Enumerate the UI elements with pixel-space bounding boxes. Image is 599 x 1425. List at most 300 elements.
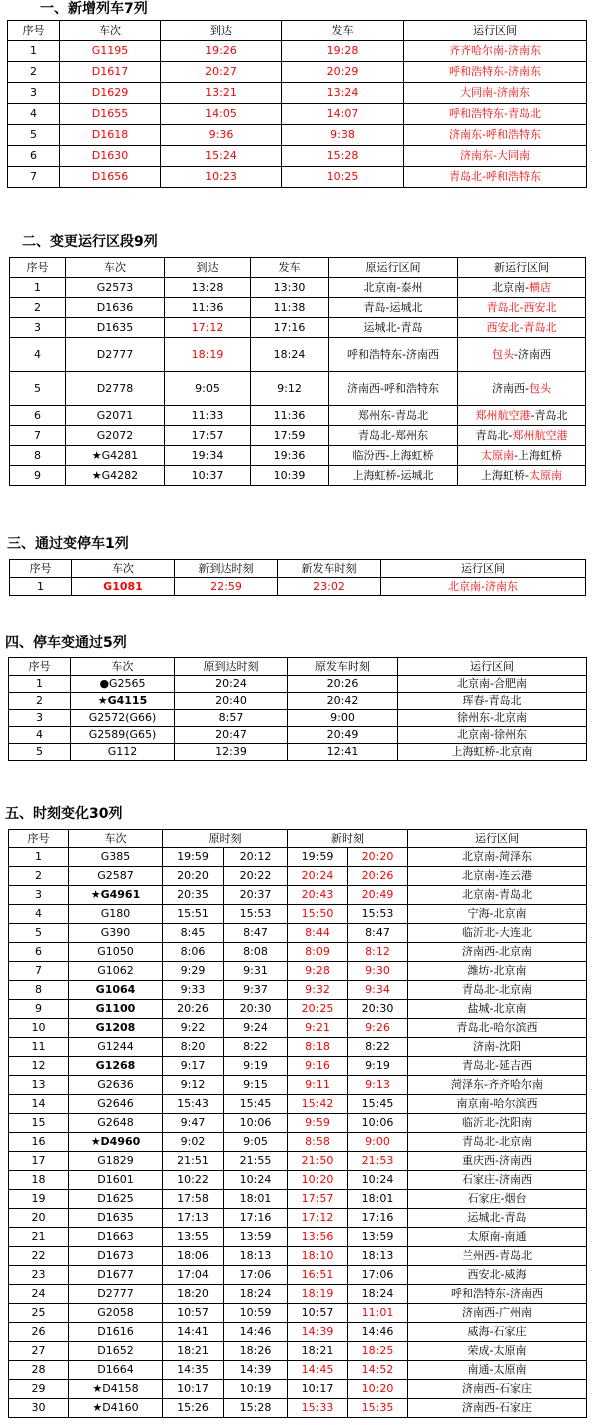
table-cell: 北京南-济南东	[381, 578, 586, 596]
stop-to-pass-table	[8, 657, 587, 761]
table-cell: 齐齐哈尔南-济南东	[404, 41, 587, 62]
table-cell: ★D4160	[69, 1399, 163, 1418]
table-row	[9, 1285, 587, 1304]
table-cell: 10:06	[348, 1114, 408, 1133]
section-1-title: 一、新增列车7列	[40, 1, 148, 17]
table-cell: 济南西-呼和浩特东	[329, 372, 458, 406]
table-cell: 21:51	[163, 1152, 224, 1171]
table-cell: 29	[9, 1380, 69, 1399]
table-cell: 18:13	[348, 1247, 408, 1266]
table-row	[9, 867, 587, 886]
table-cell: 9:30	[348, 962, 408, 981]
table-cell: G2573	[66, 278, 165, 298]
table-cell: 21	[9, 1228, 69, 1247]
table-cell: G2648	[69, 1114, 163, 1133]
table-cell: D1656	[60, 167, 161, 188]
table-cell: 石家庄-烟台	[408, 1190, 587, 1209]
table-row	[10, 446, 586, 466]
table-cell: 18:06	[163, 1247, 224, 1266]
table-cell: 13:55	[163, 1228, 224, 1247]
table-cell: 1	[8, 41, 60, 62]
table-cell: 18:01	[348, 1190, 408, 1209]
table-cell: 5	[10, 372, 66, 406]
column-header: 原时刻	[163, 830, 288, 848]
table-row	[9, 1228, 587, 1247]
table-cell: 20:26	[163, 1000, 224, 1019]
table-cell: ★D4960	[69, 1133, 163, 1152]
table-cell: 15:28	[282, 146, 404, 167]
table-cell: 9:19	[348, 1057, 408, 1076]
table-row	[9, 1114, 587, 1133]
table-cell: 9:00	[348, 1133, 408, 1152]
column-header: 新运行区间	[458, 258, 586, 278]
table-row	[8, 41, 587, 62]
table-cell: 3	[10, 318, 66, 338]
table-cell: 济南东-大同南	[404, 146, 587, 167]
table-row	[9, 848, 587, 867]
table-cell: 20:12	[224, 848, 288, 867]
table-cell: 9:15	[224, 1076, 288, 1095]
table-row	[10, 372, 586, 406]
table-row	[9, 1266, 587, 1285]
table-cell: 6	[10, 406, 66, 426]
table-cell: D1635	[69, 1209, 163, 1228]
table-cell: 菏泽东-齐齐哈尔南	[408, 1076, 587, 1095]
table-cell: 21:53	[348, 1152, 408, 1171]
table-cell: G1062	[69, 962, 163, 981]
table-cell: 19	[9, 1190, 69, 1209]
table-cell: ★G4282	[66, 466, 165, 486]
table-cell: G2072	[66, 426, 165, 446]
table-row	[9, 710, 587, 727]
table-cell: G385	[69, 848, 163, 867]
table-cell: 17:04	[163, 1266, 224, 1285]
table-cell: 上海虹桥-北京南	[398, 744, 587, 761]
table-cell: 13:30	[251, 278, 329, 298]
table-cell: 9	[10, 466, 66, 486]
table-row	[10, 426, 586, 446]
table-row	[10, 578, 586, 596]
table-cell: 青岛北-延吉西	[408, 1057, 587, 1076]
column-header: 运行区间	[408, 830, 587, 848]
table-cell: D1601	[69, 1171, 163, 1190]
table-cell: 14:46	[224, 1323, 288, 1342]
table-cell: 威海-石家庄	[408, 1323, 587, 1342]
table-cell: 10:57	[288, 1304, 348, 1323]
table-row	[9, 1076, 587, 1095]
table-cell: 10:25	[282, 167, 404, 188]
table-cell: G1208	[69, 1019, 163, 1038]
table-cell: 9:59	[288, 1114, 348, 1133]
column-header: 车次	[60, 21, 161, 41]
table-cell: 8:09	[288, 943, 348, 962]
table-row	[9, 1247, 587, 1266]
table-cell: 10:24	[348, 1171, 408, 1190]
table-cell: 7	[10, 426, 66, 446]
section-2-title: 二、变更运行区段9列	[22, 234, 158, 250]
table-cell	[458, 278, 586, 298]
table-cell: 15:50	[288, 905, 348, 924]
table-cell: G1268	[69, 1057, 163, 1076]
table-cell: G2646	[69, 1095, 163, 1114]
table-cell: 28	[9, 1361, 69, 1380]
table-cell: 17:16	[224, 1209, 288, 1228]
cell-text-segment: 北京南-	[492, 280, 529, 294]
table-cell: 9:28	[288, 962, 348, 981]
table-cell: 18:20	[163, 1285, 224, 1304]
table-cell: 9:26	[348, 1019, 408, 1038]
table-cell: G1064	[69, 981, 163, 1000]
table-cell: 14:39	[288, 1323, 348, 1342]
table-cell: 呼和浩特东-济南西	[329, 338, 458, 372]
table-cell: 4	[9, 727, 71, 744]
table-cell: 15:45	[224, 1095, 288, 1114]
table-cell: 21:50	[288, 1152, 348, 1171]
table-cell: 北京南-徐州东	[398, 727, 587, 744]
column-header: 车次	[69, 830, 163, 848]
table-cell: 20:20	[348, 848, 408, 867]
table-cell: G2071	[66, 406, 165, 426]
table-row	[9, 1361, 587, 1380]
table-cell: 10	[9, 1019, 69, 1038]
table-row	[9, 1057, 587, 1076]
table-cell: 20:30	[224, 1000, 288, 1019]
table-cell: 16	[9, 1133, 69, 1152]
table-cell: 13:28	[165, 278, 251, 298]
table-cell: 14:35	[163, 1361, 224, 1380]
table-cell: 呼和浩特东-济南东	[404, 62, 587, 83]
table-cell: 10:59	[224, 1304, 288, 1323]
table-cell: D1673	[69, 1247, 163, 1266]
column-header: 发车	[251, 258, 329, 278]
table-cell: 20:49	[348, 886, 408, 905]
table-cell: 18:19	[288, 1285, 348, 1304]
table-cell: 14:41	[163, 1323, 224, 1342]
table-cell: 临沂北-沈阳南	[408, 1114, 587, 1133]
table-cell: 盐城-北京南	[408, 1000, 587, 1019]
table-row	[8, 62, 587, 83]
table-cell: 9:29	[163, 962, 224, 981]
table-cell	[458, 406, 586, 426]
table-cell: 9:21	[288, 1019, 348, 1038]
table-cell: D1677	[69, 1266, 163, 1285]
table-cell: 15:24	[161, 146, 282, 167]
table-cell: 济南西-石家庄	[408, 1399, 587, 1418]
table-cell: 6	[8, 146, 60, 167]
table-cell: 18:24	[251, 338, 329, 372]
table-cell: 19:59	[163, 848, 224, 867]
column-header: 新到达时刻	[175, 560, 278, 578]
table-cell	[458, 338, 586, 372]
table-cell: 12	[9, 1057, 69, 1076]
table-cell: 15:51	[163, 905, 224, 924]
table-cell: 9:11	[288, 1076, 348, 1095]
table-cell: D1616	[69, 1323, 163, 1342]
column-header: 发车	[282, 21, 404, 41]
table-cell: 15:53	[348, 905, 408, 924]
table-cell: 9:33	[163, 981, 224, 1000]
table-cell: 11:36	[165, 298, 251, 318]
table-row	[9, 1209, 587, 1228]
cell-text-segment: 18:19	[191, 347, 224, 361]
table-cell: 18:10	[288, 1247, 348, 1266]
table-cell: D1663	[69, 1228, 163, 1247]
table-cell: 14:45	[288, 1361, 348, 1380]
table-cell: 8:12	[348, 943, 408, 962]
table-cell: ★G4961	[69, 886, 163, 905]
column-header: 序号	[9, 830, 69, 848]
table-cell: 9:02	[163, 1133, 224, 1152]
table-cell: 北京南-连云港	[408, 867, 587, 886]
table-cell	[458, 318, 586, 338]
table-cell: 17	[9, 1152, 69, 1171]
table-cell: 9:31	[224, 962, 288, 981]
table-cell: D1617	[60, 62, 161, 83]
cell-text-segment: 太原南	[528, 468, 562, 482]
cell-text-segment: 17:12	[191, 320, 224, 334]
table-cell	[458, 446, 586, 466]
table-cell: 18:21	[288, 1342, 348, 1361]
table-cell: 10:19	[224, 1380, 288, 1399]
table-cell: 5	[9, 744, 71, 761]
table-cell: 18:24	[348, 1285, 408, 1304]
table-cell: 13:21	[161, 83, 282, 104]
table-cell: 呼和浩特东-济南西	[408, 1285, 587, 1304]
table-cell: 20:27	[161, 62, 282, 83]
table-cell: G1050	[69, 943, 163, 962]
time-change-table	[8, 829, 587, 1418]
table-row	[10, 406, 586, 426]
table-cell: 青岛北-哈尔滨西	[408, 1019, 587, 1038]
table-cell: 8:47	[224, 924, 288, 943]
table-cell: D1664	[69, 1361, 163, 1380]
table-cell: 珲春-青岛北	[398, 693, 587, 710]
table-cell: 10:22	[163, 1171, 224, 1190]
table-row	[9, 727, 587, 744]
table-cell: 25	[9, 1304, 69, 1323]
column-header: 车次	[71, 658, 175, 676]
table-row	[9, 1171, 587, 1190]
table-row	[9, 1095, 587, 1114]
column-header: 序号	[8, 21, 60, 41]
table-cell: 19:28	[282, 41, 404, 62]
table-cell: 20:26	[348, 867, 408, 886]
table-row	[9, 1342, 587, 1361]
table-cell: 11:38	[251, 298, 329, 318]
table-cell: 3	[9, 886, 69, 905]
table-cell: 8	[10, 446, 66, 466]
table-cell: 20:22	[224, 867, 288, 886]
table-cell: 12:41	[288, 744, 398, 761]
cell-text-segment: 包头	[492, 347, 514, 361]
table-cell: 19:59	[288, 848, 348, 867]
table-cell: G2058	[69, 1304, 163, 1323]
table-cell: 19:36	[251, 446, 329, 466]
table-cell: 24	[9, 1285, 69, 1304]
table-cell: 1	[10, 578, 72, 596]
table-cell: 17:06	[348, 1266, 408, 1285]
table-cell: 16:51	[288, 1266, 348, 1285]
table-cell: 19:26	[161, 41, 282, 62]
table-cell: G2636	[69, 1076, 163, 1095]
table-cell: 15	[9, 1114, 69, 1133]
table-cell: 27	[9, 1342, 69, 1361]
table-cell: 4	[9, 905, 69, 924]
table-cell: D1635	[66, 318, 165, 338]
table-cell: 西安北-威海	[408, 1266, 587, 1285]
table-cell: 17:06	[224, 1266, 288, 1285]
table-row	[8, 104, 587, 125]
table-cell: 呼和浩特东-青岛北	[404, 104, 587, 125]
table-cell: 9:34	[348, 981, 408, 1000]
table-cell: 20:24	[175, 676, 288, 693]
table-cell: 运城北-青岛	[329, 318, 458, 338]
cell-text-segment: 青岛北-西安北	[486, 300, 557, 314]
table-cell: 20:30	[348, 1000, 408, 1019]
table-cell: 20:35	[163, 886, 224, 905]
table-cell: 3	[8, 83, 60, 104]
section-5-title: 五、时刻变化30列	[5, 806, 123, 822]
table-cell: 3	[9, 710, 71, 727]
table-cell: D1618	[60, 125, 161, 146]
table-cell: 9:12	[251, 372, 329, 406]
table-cell: 郑州东-青岛北	[329, 406, 458, 426]
table-cell: 济南西-广州南	[408, 1304, 587, 1323]
table-cell: 11	[9, 1038, 69, 1057]
table-cell: 8:45	[163, 924, 224, 943]
table-cell: 18:25	[348, 1342, 408, 1361]
table-header-row	[9, 830, 587, 848]
table-cell: 运城北-青岛	[408, 1209, 587, 1228]
table-cell: 8:57	[175, 710, 288, 727]
table-cell: 济南-沈阳	[408, 1038, 587, 1057]
table-cell: 11:33	[165, 406, 251, 426]
table-row	[8, 83, 587, 104]
column-header: 原运行区间	[329, 258, 458, 278]
table-cell: 9	[9, 1000, 69, 1019]
table-row	[9, 962, 587, 981]
table-cell: G1081	[72, 578, 175, 596]
table-cell: ★D4158	[69, 1380, 163, 1399]
table-cell: 23	[9, 1266, 69, 1285]
table-cell	[165, 318, 251, 338]
column-header: 新发车时刻	[278, 560, 381, 578]
table-cell: 10:37	[165, 466, 251, 486]
column-header: 到达	[165, 258, 251, 278]
table-cell: 19:34	[165, 446, 251, 466]
table-cell: 9:17	[163, 1057, 224, 1076]
table-cell: 17:57	[288, 1190, 348, 1209]
table-cell: 北京南-泰州	[329, 278, 458, 298]
table-cell: 15:42	[288, 1095, 348, 1114]
table-cell: 12:39	[175, 744, 288, 761]
table-cell: 2	[9, 693, 71, 710]
table-row	[8, 125, 587, 146]
table-row	[9, 1019, 587, 1038]
table-cell: 宁海-北京南	[408, 905, 587, 924]
table-cell: 7	[9, 962, 69, 981]
table-cell: D1625	[69, 1190, 163, 1209]
table-row	[9, 1190, 587, 1209]
table-cell: 重庆西-济南西	[408, 1152, 587, 1171]
table-cell: 9:12	[163, 1076, 224, 1095]
table-header-row	[10, 258, 586, 278]
table-cell: 15:45	[348, 1095, 408, 1114]
table-cell: ★G4115	[71, 693, 175, 710]
table-cell	[458, 466, 586, 486]
table-cell: 17:16	[348, 1209, 408, 1228]
table-cell: 17:16	[251, 318, 329, 338]
table-cell: 13:59	[224, 1228, 288, 1247]
table-cell: 15:33	[288, 1399, 348, 1418]
table-row	[8, 167, 587, 188]
table-cell	[458, 372, 586, 406]
table-cell: 14:52	[348, 1361, 408, 1380]
table-row	[9, 1323, 587, 1342]
table-cell: 20:43	[288, 886, 348, 905]
table-cell: 荣成-太原南	[408, 1342, 587, 1361]
table-cell: G390	[69, 924, 163, 943]
table-row	[9, 693, 587, 710]
table-cell: 17:12	[288, 1209, 348, 1228]
table-cell: 14:07	[282, 104, 404, 125]
table-row	[9, 981, 587, 1000]
column-header: 新时刻	[288, 830, 408, 848]
table-cell: 15:28	[224, 1399, 288, 1418]
table-cell: 11:01	[348, 1304, 408, 1323]
table-cell: 青岛北-北京南	[408, 1133, 587, 1152]
table-cell: 18:24	[224, 1285, 288, 1304]
table-cell: 17:59	[251, 426, 329, 446]
table-cell: 20:40	[175, 693, 288, 710]
table-cell: 8	[9, 981, 69, 1000]
table-row	[10, 338, 586, 372]
table-cell: 10:06	[224, 1114, 288, 1133]
column-header: 原到达时刻	[175, 658, 288, 676]
table-cell: G1195	[60, 41, 161, 62]
table-cell: 20:26	[288, 676, 398, 693]
table-cell: 9:13	[348, 1076, 408, 1095]
table-cell: 1	[9, 676, 71, 693]
table-cell: 8:08	[224, 943, 288, 962]
column-header: 序号	[10, 560, 72, 578]
table-cell: 8:22	[224, 1038, 288, 1057]
table-cell: G1244	[69, 1038, 163, 1057]
table-cell: 10:57	[163, 1304, 224, 1323]
table-cell	[458, 426, 586, 446]
table-cell: 9:05	[224, 1133, 288, 1152]
section-4-title: 四、停车变通过5列	[5, 635, 127, 651]
table-cell: 20:47	[175, 727, 288, 744]
table-cell: 22	[9, 1247, 69, 1266]
table-cell: 13:59	[348, 1228, 408, 1247]
table-cell: 9:37	[224, 981, 288, 1000]
column-header: 序号	[9, 658, 71, 676]
table-cell: 8:47	[348, 924, 408, 943]
table-cell: 9:24	[224, 1019, 288, 1038]
table-row	[9, 1152, 587, 1171]
table-cell: D1630	[60, 146, 161, 167]
table-cell: 14	[9, 1095, 69, 1114]
cell-text-segment: -济南西	[514, 347, 551, 361]
table-cell: 14:05	[161, 104, 282, 125]
table-cell: 26	[9, 1323, 69, 1342]
table-cell: 济南东-呼和浩特东	[404, 125, 587, 146]
table-cell: G2589(G65)	[71, 727, 175, 744]
table-cell: 18:21	[163, 1342, 224, 1361]
table-cell: 8:20	[163, 1038, 224, 1057]
table-cell: 9:38	[282, 125, 404, 146]
